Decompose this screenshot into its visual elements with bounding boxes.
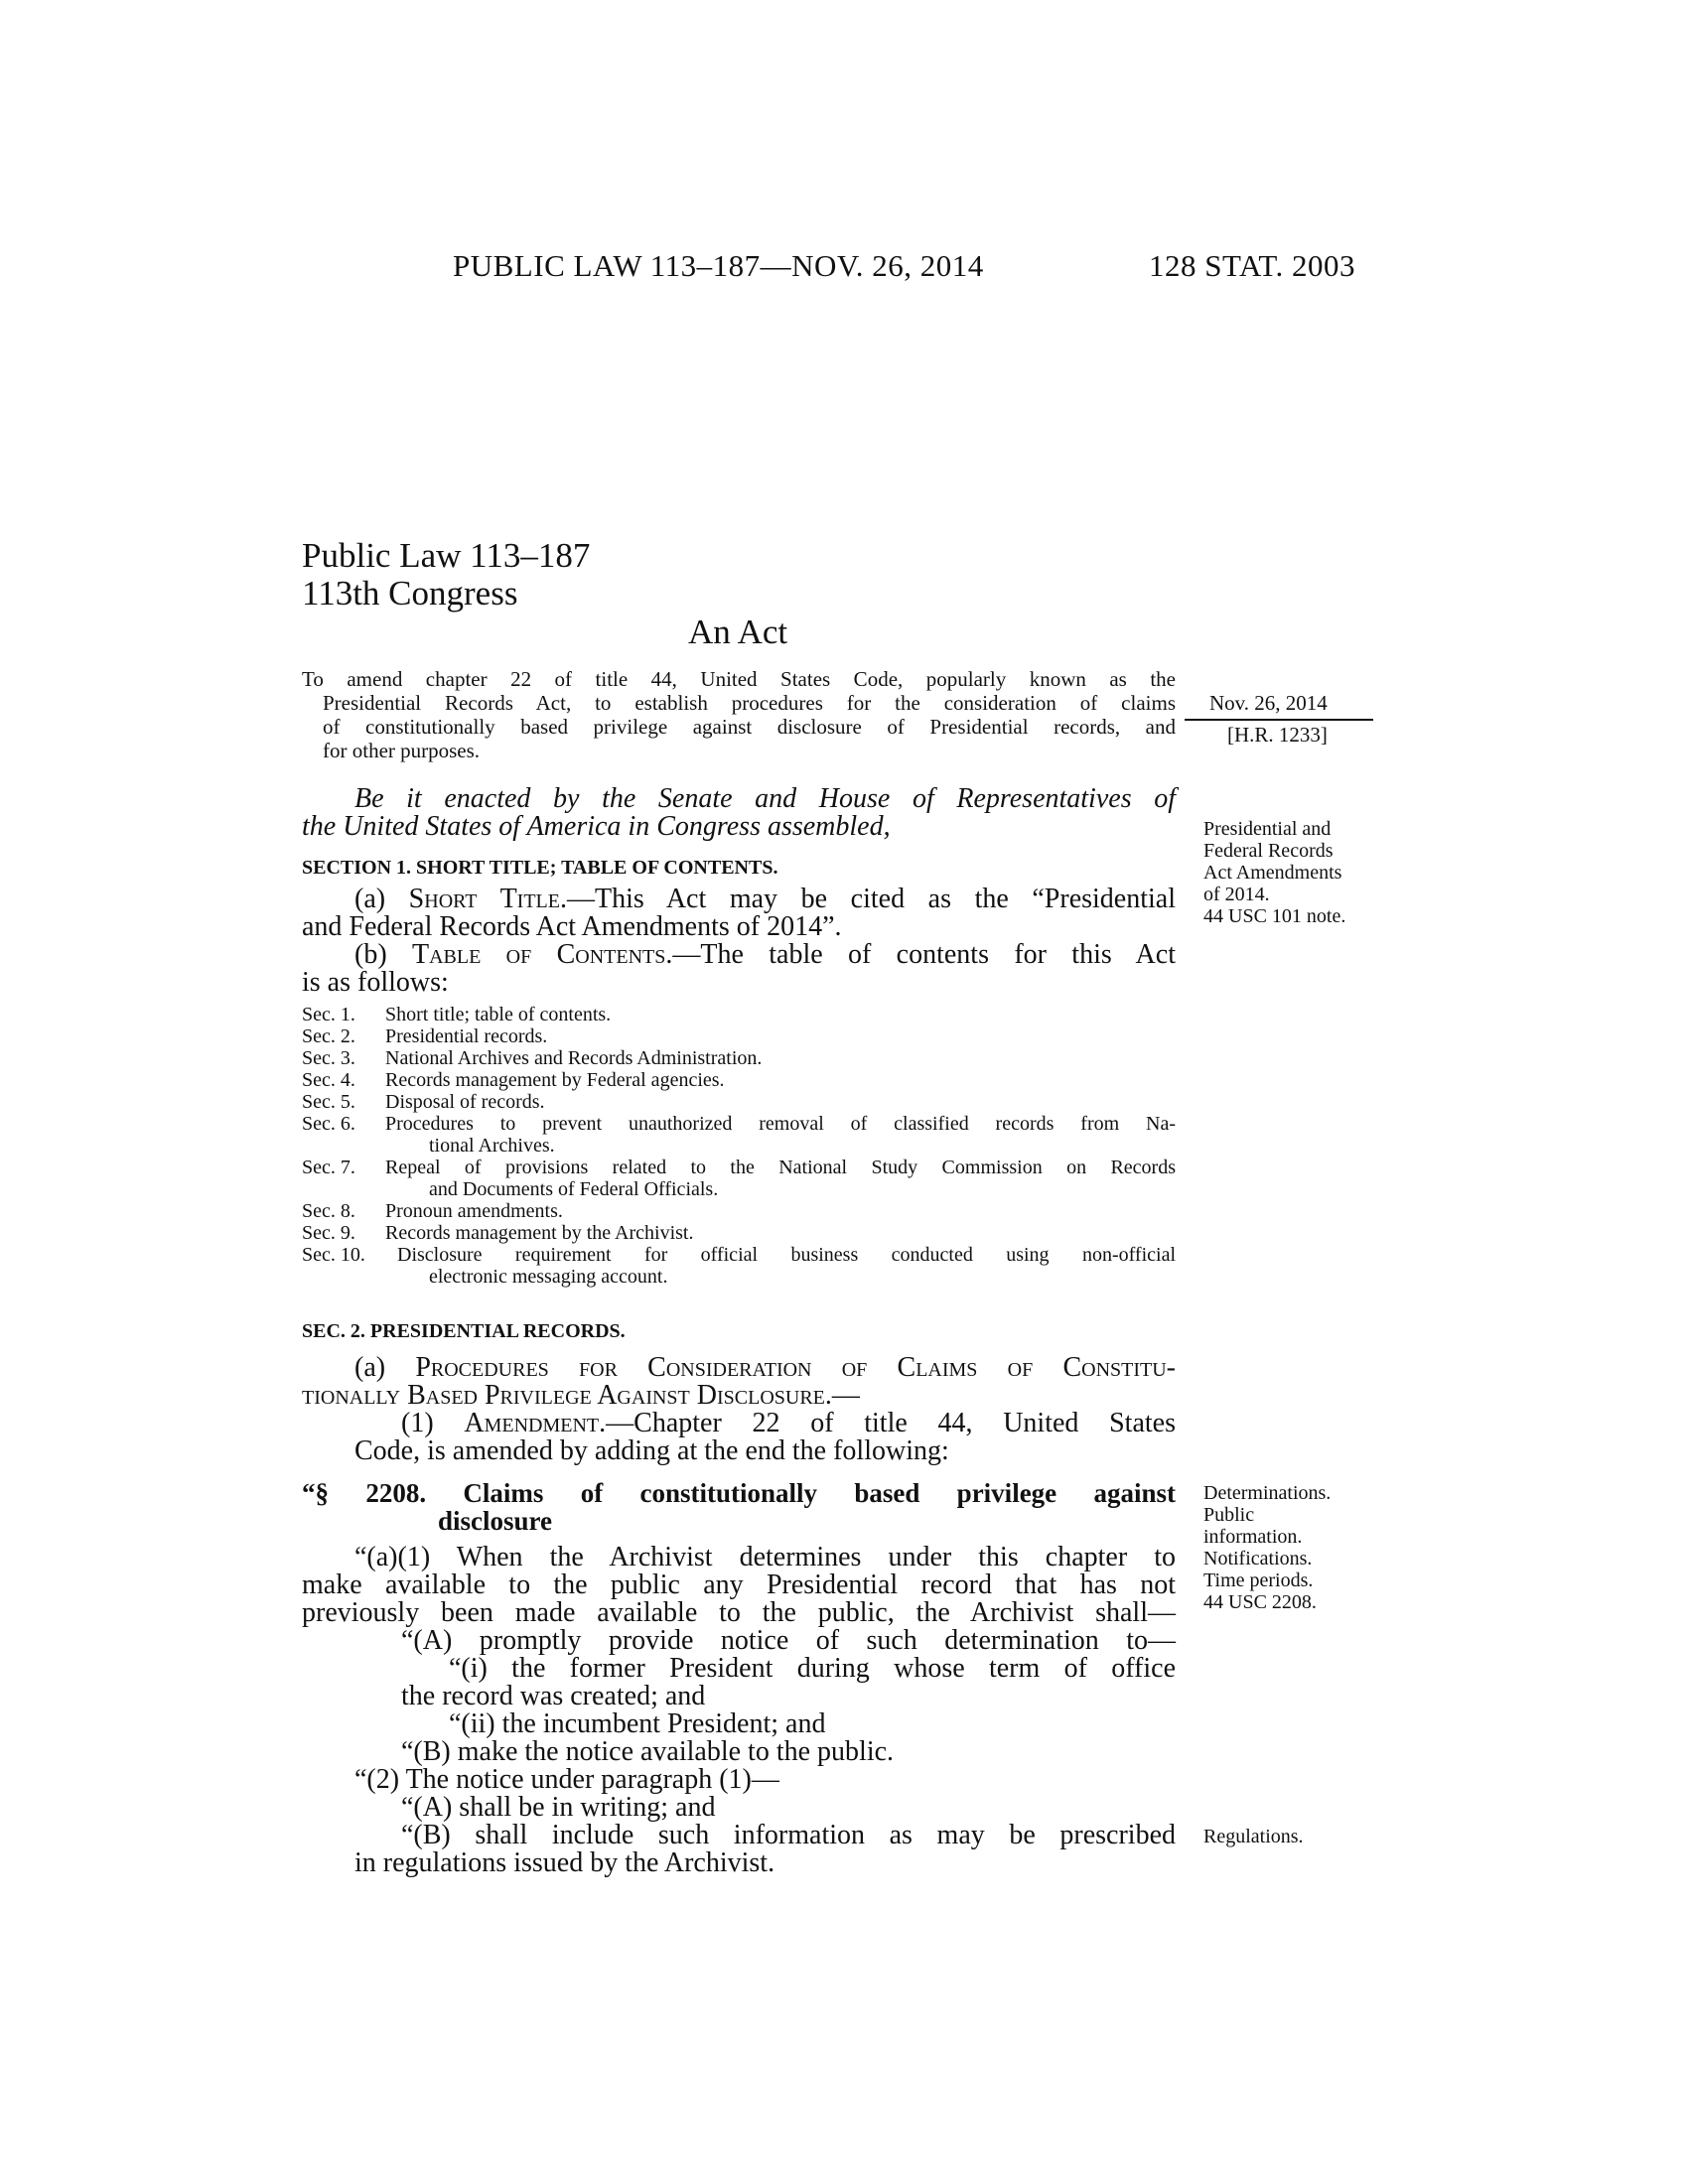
purpose-line: To amend chapter 22 of title 44, United States Code, popularly known as the	[302, 667, 1176, 691]
margin-note-regulations: Regulations.	[1203, 1826, 1304, 1847]
purpose-line: Presidential Records Act, to establish procedures for the consideration of claims	[323, 691, 1176, 715]
margin-note-line: 44 USC 101 note.	[1203, 905, 1346, 927]
toc-title: Records management by the Archivist.	[385, 1222, 694, 1244]
toc-number: Sec. 4.	[302, 1069, 355, 1091]
sec2208-line: “(B) shall include such information as may be prescribed	[401, 1820, 1176, 1850]
toc-number: Sec. 1.	[302, 1004, 355, 1025]
toc-number: Sec. 5.	[302, 1091, 355, 1113]
toc-number: Sec. 10.	[302, 1244, 365, 1266]
sec2208-line: “(A) shall be in writing; and	[401, 1792, 716, 1823]
toc-title: Procedures to prevent unauthorized removal of classified records from Na-	[385, 1113, 1176, 1135]
toc-title: Records management by Federal agencies.	[385, 1069, 725, 1091]
section2-a-line	[354, 1354, 1176, 1382]
sec2208-line: “(A) promptly provide notice of such determination to—	[401, 1625, 1176, 1656]
statute-page-number: 128 STAT. 2003	[1149, 248, 1356, 283]
toc-title: National Archives and Records Administration.	[385, 1047, 763, 1069]
congress: 113th Congress	[302, 574, 518, 613]
toc-title: Disposal of records.	[385, 1091, 545, 1113]
section2-a-line2	[302, 1382, 860, 1410]
act-title: An Act	[688, 613, 788, 651]
section1-a-label: Short Title	[408, 884, 560, 914]
margin-note-line: Notifications.	[1203, 1548, 1313, 1570]
enactment-date: Nov. 26, 2014	[1209, 691, 1328, 715]
toc-title: Repeal of provisions related to the National Study Commission on Records	[385, 1157, 1176, 1178]
sec2208-heading: “§ 2208. Claims of constitutionally based privilege against	[302, 1478, 1176, 1508]
toc-number: Sec. 9.	[302, 1222, 355, 1244]
section2-p1-rest: .—Chapter 22 of title 44, United States	[599, 1408, 1176, 1438]
sec2208-line: “(B) make the notice available to the public.	[401, 1736, 895, 1767]
sec2208-line: in regulations issued by the Archivist.	[354, 1847, 775, 1878]
sec2208-line: “(ii) the incumbent President; and	[449, 1708, 826, 1739]
toc-number: Sec. 2.	[302, 1025, 355, 1047]
toc-number: Sec. 8.	[302, 1200, 355, 1222]
section2-a-label: Procedures for Consideration of Claims of Constitu-	[415, 1352, 1176, 1383]
margin-note-line: Determinations.	[1203, 1482, 1332, 1504]
sec2208-heading-continued: disclosure	[438, 1506, 553, 1536]
margin-note-line: of 2014.	[1203, 884, 1270, 905]
section1-a-line	[354, 886, 1176, 913]
toc-title-continued: and Documents of Federal Officials.	[429, 1178, 719, 1200]
enacting-line: the United States of America in Congress assembled,	[302, 811, 891, 842]
margin-note-line: Time periods.	[1203, 1570, 1314, 1591]
section2-p1-line2: Code, is amended by adding at the end the following:	[354, 1435, 949, 1466]
toc-title: Short title; table of contents.	[385, 1004, 612, 1025]
margin-note-line: information.	[1203, 1526, 1303, 1548]
margin-note-line: Federal Records	[1203, 840, 1334, 862]
date-rule	[1185, 719, 1373, 721]
sec2208-line: previously been made available to the public, the Archivist shall—	[302, 1597, 1176, 1628]
running-head: PUBLIC LAW 113–187—NOV. 26, 2014	[453, 248, 984, 283]
margin-note-line: 44 USC 2208.	[1203, 1591, 1317, 1613]
sec2208-line: the record was created; and	[401, 1681, 706, 1711]
section2-heading: SEC. 2. PRESIDENTIAL RECORDS.	[302, 1320, 626, 1342]
section2-p1-open: (1)	[401, 1408, 465, 1438]
toc-number: Sec. 3.	[302, 1047, 355, 1069]
toc-title-continued: electronic messaging account.	[429, 1266, 668, 1288]
toc-title: Presidential records.	[385, 1025, 548, 1047]
law-number: Public Law 113–187	[302, 536, 591, 575]
enacting-line: Be it enacted by the Senate and House of Representatives of	[354, 783, 1176, 814]
section1-b-line2: is as follows:	[302, 967, 449, 998]
section1-heading: SECTION 1. SHORT TITLE; TABLE OF CONTENTS.	[302, 857, 778, 879]
toc-number: Sec. 7.	[302, 1157, 355, 1178]
section1-b-label: Table of Contents	[412, 939, 666, 970]
sec2208-line: “(a)(1) When the Archivist determines under this chapter to	[354, 1542, 1176, 1572]
section2-p1-line	[401, 1410, 1176, 1437]
margin-note-line: Public	[1203, 1504, 1255, 1526]
section1-b-open: (b)	[354, 939, 412, 970]
section2-a-open: (a)	[354, 1352, 416, 1383]
toc-title: Pronoun amendments.	[385, 1200, 563, 1222]
toc-title-continued: tional Archives.	[429, 1135, 555, 1157]
section1-a-rest: .—This Act may be cited as the “Presidential	[560, 884, 1176, 914]
purpose-line: for other purposes.	[323, 739, 481, 762]
sec2208-line: “(i) the former President during whose term of office	[449, 1653, 1176, 1684]
margin-note-line: Presidential and	[1203, 818, 1332, 840]
toc-number: Sec. 6.	[302, 1113, 355, 1135]
section1-b-line	[354, 941, 1176, 969]
section2-a-label-continued: tionally Based Privilege Against Disclosure	[302, 1380, 825, 1411]
sec2208-line: “(2) The notice under paragraph (1)—	[354, 1764, 779, 1795]
toc-title: Disclosure requirement for official business conducted using non-official	[397, 1244, 1176, 1266]
bill-number: [H.R. 1233]	[1227, 723, 1328, 747]
section1-a-line2: and Federal Records Act Amendments of 2014”.	[302, 911, 842, 942]
section1-a-open: (a)	[354, 884, 409, 914]
margin-note-line: Act Amendments	[1203, 862, 1342, 884]
section2-a-dash: .—	[824, 1380, 860, 1411]
sec2208-line: make available to the public any Presidential record that has not	[302, 1570, 1176, 1600]
purpose-line: of constitutionally based privilege against disclosure of Presidential records, and	[323, 715, 1176, 739]
section2-p1-label: Amendment	[464, 1408, 600, 1438]
section1-b-rest: .—The table of contents for this Act	[665, 939, 1176, 970]
